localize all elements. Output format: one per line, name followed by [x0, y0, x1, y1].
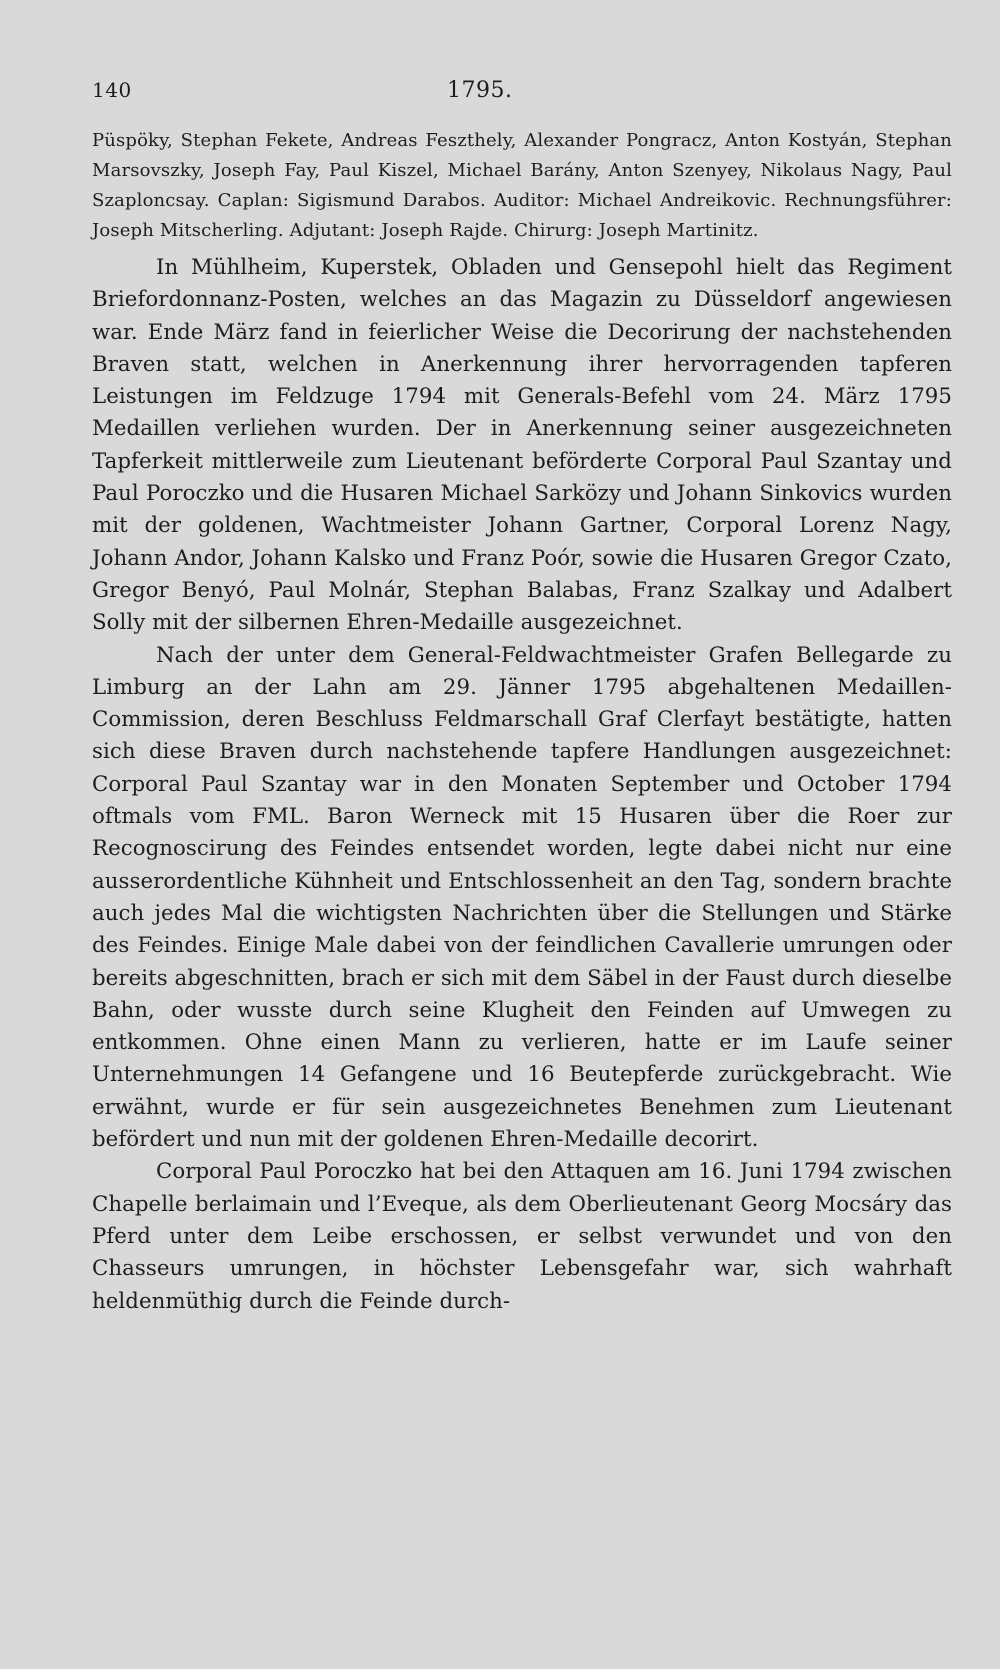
- paragraph-3: Corporal Paul Poroczko hat bei den Attaquen am 16. Juni 1794 zwischen Chapelle berlaimain und l’Eveque, als dem Oberlieutenant Georg Mocsáry das Pferd unter dem Leibe erschossen, er selbst verwundet und von den Chasseurs umrungen, in höchster Lebensgefahr war, sich wahrhaft heldenmüthig durch die Feinde durch-: [92, 1159, 952, 1314]
- paragraph-2: Nach der unter dem General-Feldwachtmeister Grafen Bellegarde zu Limburg an der Lahn am 29. Jänner 1795 abgehaltenen Medaillen-Commission, deren Beschluss Feldmarschall Graf Clerfayt bestätigte, hatten sich diese Braven durch nachstehende tapfere Handlungen ausgezeichnet: Corporal Paul Szantay war in den Monaten September und October 1794 oftmals vom FML. Baron Werneck mit 15 Husaren über die Roer zur Recognoscirung des Feindes entsendet worden, legte dabei nicht nur eine ausserordentliche Kühnheit und Entschlossenheit an den Tag, sondern brachte auch jedes Mal die wichtigsten Nachrichten über die Stellungen und Stärke des Feindes. Einige Male dabei von der feindlichen Cavallerie umrungen oder bereits abgeschnitten, brach er sich mit dem Säbel in der Faust durch dieselbe Bahn, oder wusste durch seine Klugheit den Feinden auf Umwegen zu entkommen. Ohne einen Mann zu verlieren, hatte er im Laufe seiner Unternehmungen 14 Gefangene und 16 Beutepferde zurückgebracht. Wie erwähnt, wurde er für sein ausgezeichnetes Benehmen zum Lieutenant befördert und nun mit der goldenen Ehren-Medaille decorirt.: [92, 642, 952, 1153]
- running-head-year: 1795.: [447, 78, 513, 103]
- paragraph-1: In Mühlheim, Kuperstek, Obladen und Gensepohl hielt das Regiment Briefordonnanz-Posten, welches an das Magazin zu Düsseldorf angewiesen war. Ende März fand in feierlicher Weise die Decorirung der nachstehenden Braven statt, welchen in Anerkennung ihrer hervorragenden tapferen Leistungen im Feldzuge 1794 mit Generals-Befehl vom 24. März 1795 Medaillen verliehen wurden. Der in Anerkennung seiner ausgezeichneten Tapferkeit mittlerweile zum Lieutenant beförderte Corporal Paul Szantay und Paul Poroczko und die Husaren Michael Sarközy und Johann Sinkovics wurden mit der goldenen, Wachtmeister Johann Gartner, Corporal Lorenz Nagy, Johann Andor, Johann Kalsko und Franz Poór, sowie die Husaren Gregor Czato, Gregor Benyó, Paul Molnár, Stephan Balabas, Franz Szalkay und Adalbert Solly mit der silbernen Ehren-Medaille ausgezeichnet.: [92, 255, 952, 636]
- page-number: 140: [92, 78, 132, 102]
- officer-roster: Püspöky, Stephan Fekete, Andreas Feszthely, Alexander Pongracz, Anton Kostyán, Stephan Marsovszky, Joseph Fay, Paul Kiszel, Michael Barány, Anton Szenyey, Nikolaus Nagy, Paul Szaploncsay. Caplan: Sigismund Darabos. Auditor: Michael Andreikovic. Rechnungsführer: Joseph Mitscherling. Adjutant: Joseph Rajde. Chirurg: Joseph Martinitz.: [92, 130, 952, 241]
- page-header: [92, 78, 952, 114]
